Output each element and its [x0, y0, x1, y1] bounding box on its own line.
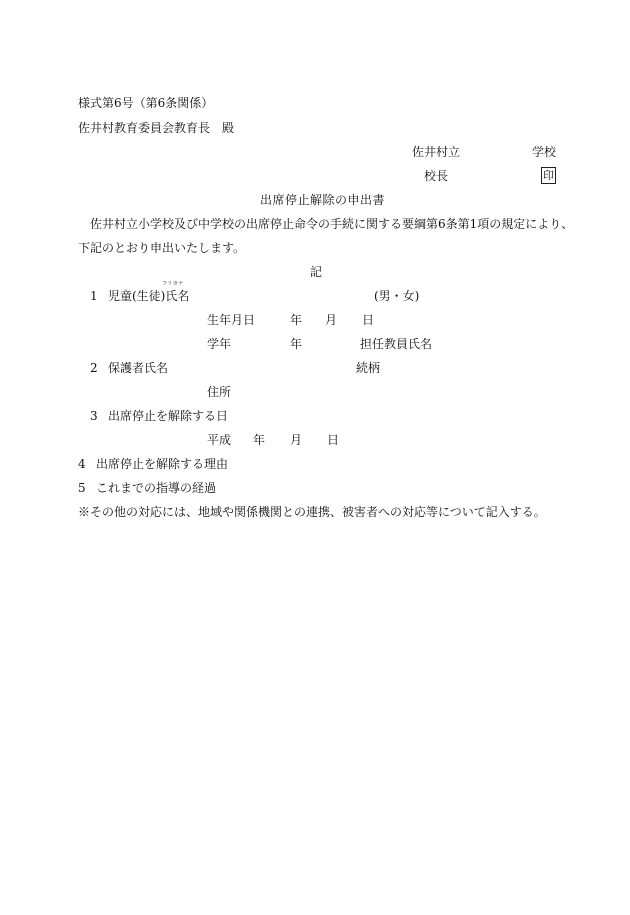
release-year: 年: [253, 433, 266, 447]
release-era: 平成: [207, 433, 232, 447]
item4-label: 出席停止を解除する理由: [96, 457, 229, 471]
item1-gender: (男・女): [374, 289, 420, 303]
item4-number: 4: [78, 457, 86, 471]
item3-number: 3: [90, 409, 98, 423]
addressee: 佐井村教育委員会教育長 殿: [78, 121, 235, 135]
item2-number: 2: [90, 361, 98, 375]
document-title: 出席停止解除の申出書: [260, 193, 386, 207]
birth-day: 日: [362, 313, 375, 327]
school-suffix: 学校: [532, 145, 557, 159]
school-prefix: 佐井村立: [412, 145, 461, 159]
item5-number: 5: [78, 481, 86, 495]
relation-label: 続柄: [356, 361, 381, 375]
birth-year: 年: [290, 313, 303, 327]
seal-mark: 印: [543, 169, 554, 182]
form-number: 様式第6号（第6条関係）: [78, 96, 214, 110]
intro-line-1: 佐井村立小学校及び中学校の出席停止命令の手続に関する要綱第6条第1項の規定により、: [90, 217, 574, 231]
item5-label: これまでの指導の経過: [96, 481, 217, 495]
item2-label: 保護者氏名: [108, 361, 169, 375]
principal-label: 校長: [424, 169, 449, 183]
ki-heading: 記: [310, 265, 323, 279]
item1-label: 児童(生徒)氏名: [108, 289, 190, 303]
footnote: ※その他の対応には、地域や関係機関との連携、被害者への対応等について記入する。: [78, 505, 546, 519]
item1-number: 1: [90, 289, 98, 303]
intro-line-2: 下記のとおり申出いたします。: [78, 241, 246, 255]
birth-date-label: 生年月日: [207, 313, 256, 327]
homeroom-teacher-label: 担任教員氏名: [360, 337, 433, 351]
item3-label: 出席停止を解除する日: [108, 409, 229, 423]
release-month: 月: [290, 433, 303, 447]
address-label: 住所: [207, 385, 232, 399]
grade-year: 年: [290, 337, 303, 351]
release-day: 日: [327, 433, 340, 447]
birth-month: 月: [325, 313, 338, 327]
item1-furigana: フリガナ: [162, 281, 184, 287]
grade-label: 学年: [207, 337, 232, 351]
